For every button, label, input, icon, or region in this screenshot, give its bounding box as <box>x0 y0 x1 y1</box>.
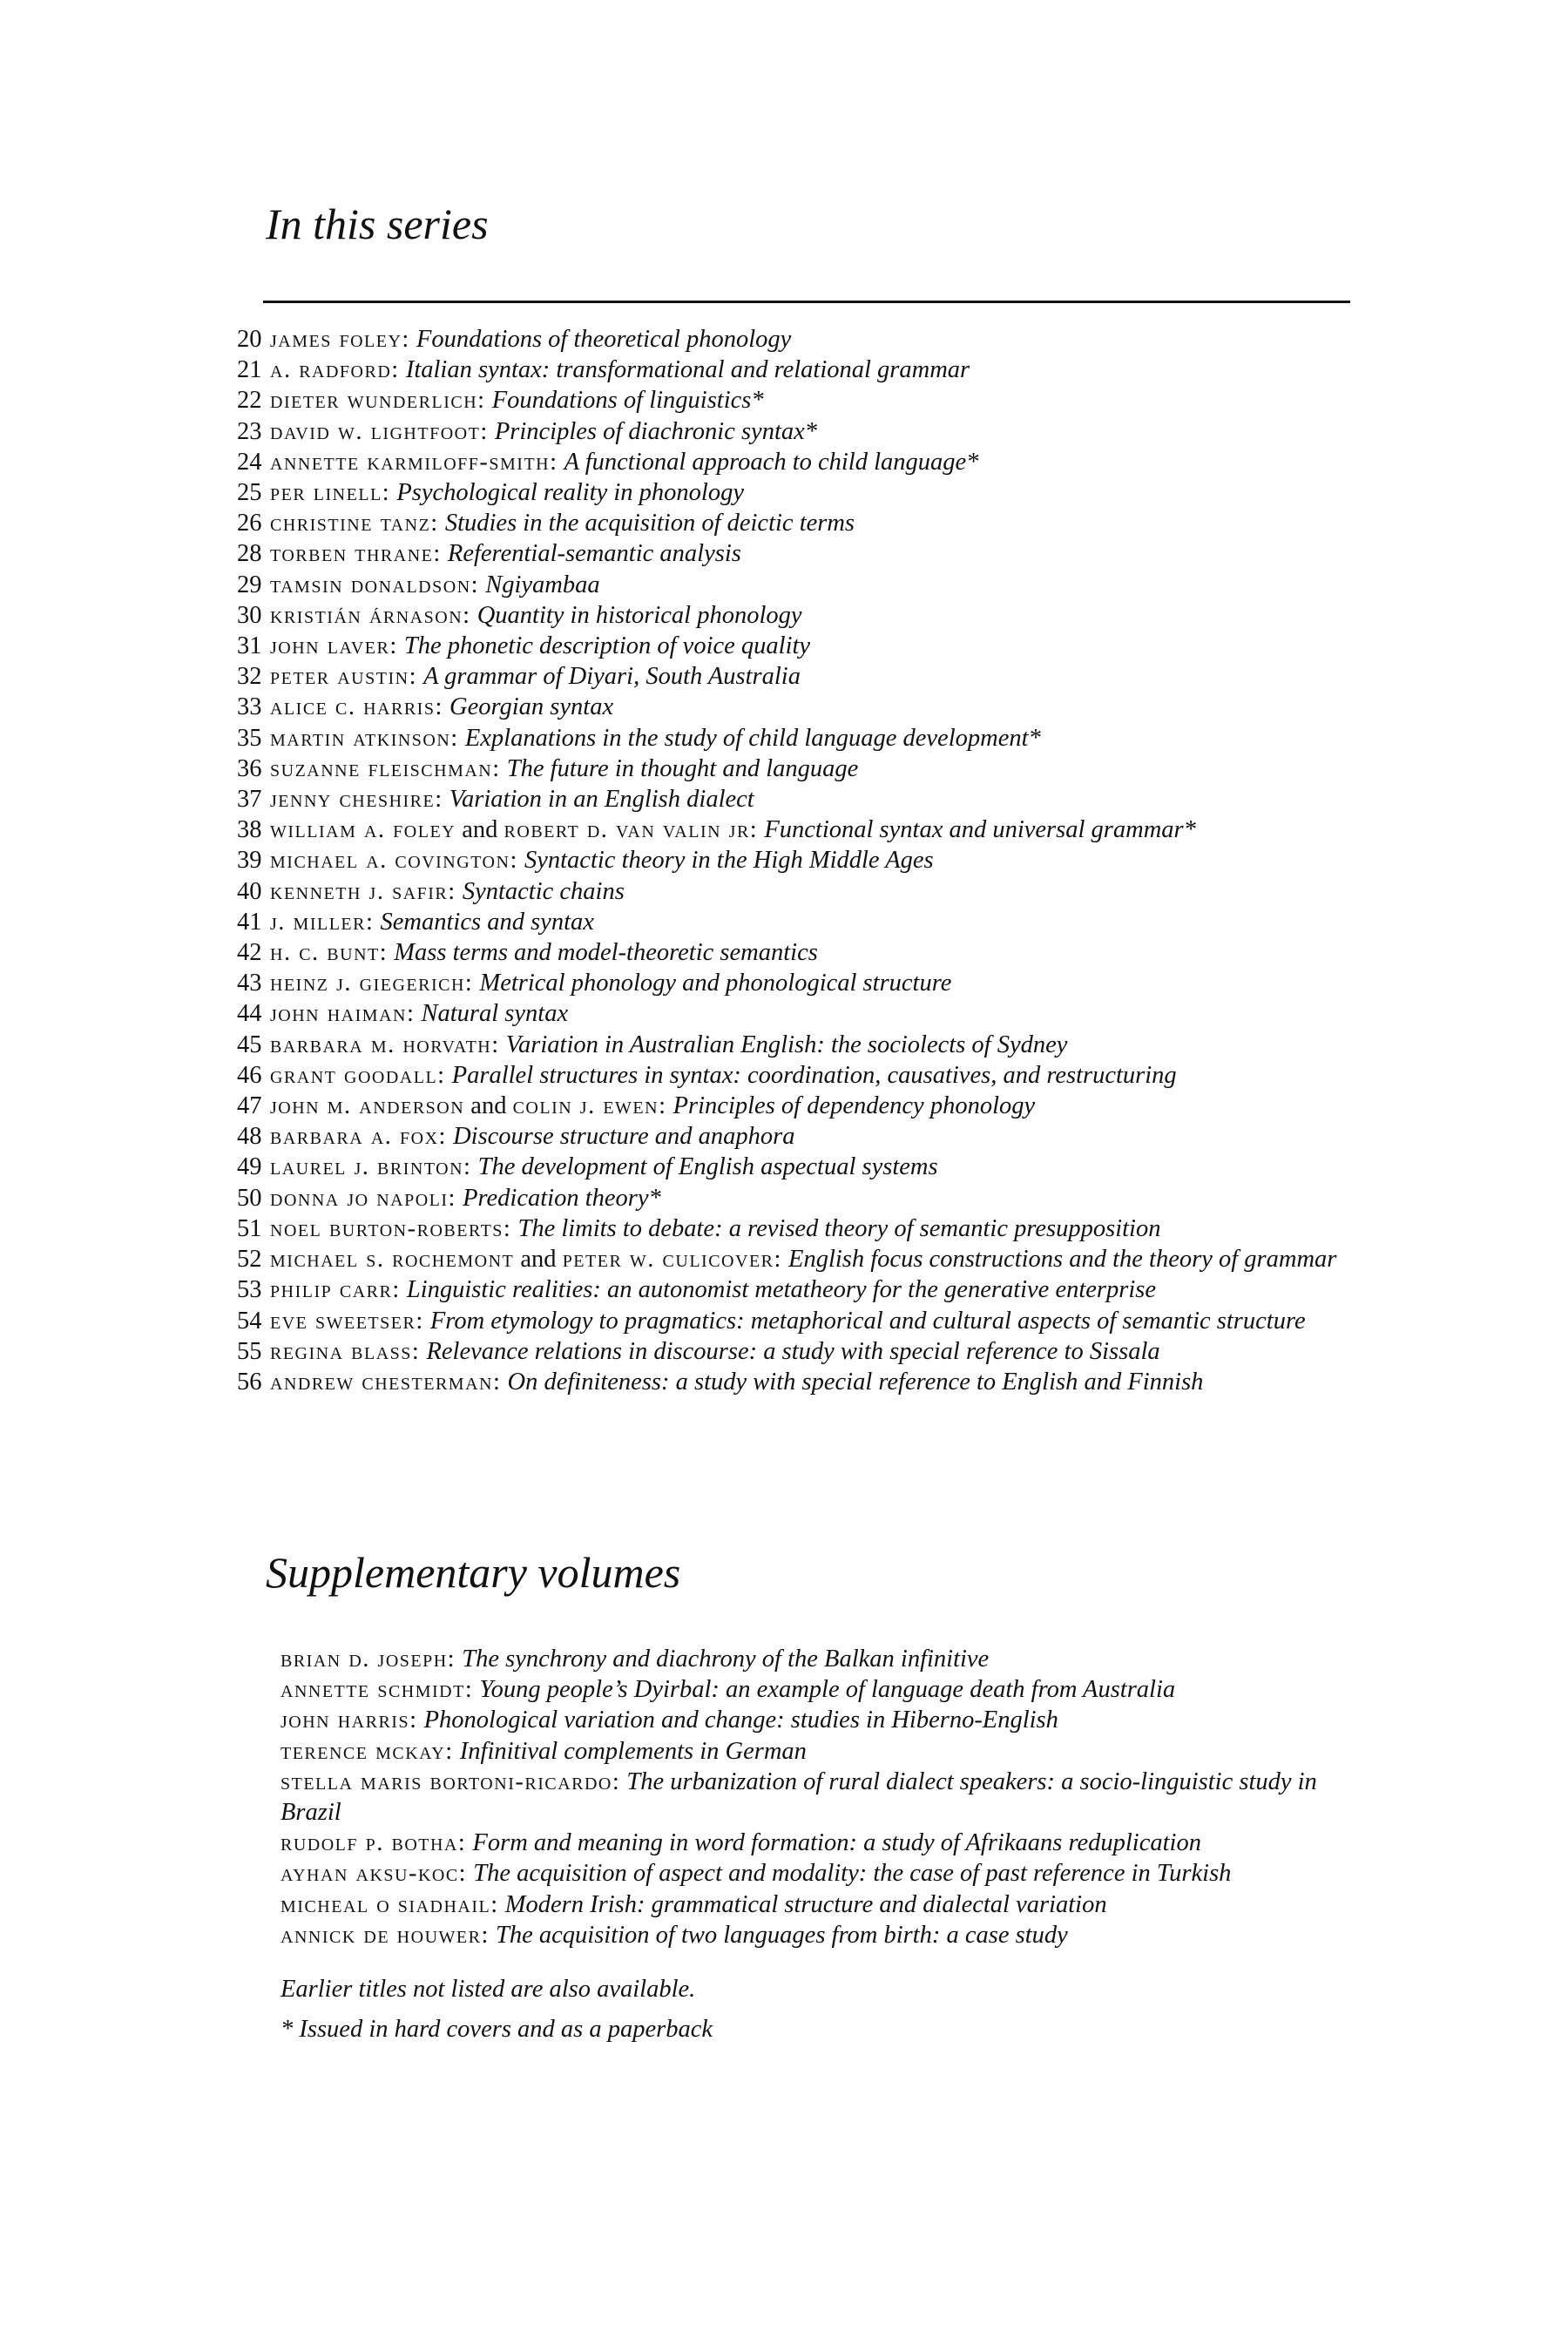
series-author-joiner: and <box>520 1246 557 1274</box>
series-author: barbara m. horvath: <box>270 1031 500 1058</box>
series-second-author: peter w. culicover: <box>562 1246 782 1274</box>
supplementary-entry <box>280 1767 1361 1828</box>
series-entry <box>237 845 1361 875</box>
series-entry <box>237 784 1361 814</box>
series-title: Georgian syntax <box>449 693 614 721</box>
supplementary-entry <box>280 1858 1361 1889</box>
supplementary-author: john harris: <box>280 1707 418 1734</box>
series-title: Semantics and syntax <box>380 908 594 936</box>
series-author: barbara a. fox: <box>270 1123 447 1151</box>
series-author: james foley: <box>270 326 410 353</box>
series-number: 35 <box>237 724 262 752</box>
series-number: 48 <box>237 1123 262 1151</box>
series-title: English focus constructions and the theory of grammar <box>788 1246 1337 1274</box>
series-author: h. c. bunt: <box>270 939 389 967</box>
series-title: The future in thought and language <box>506 754 859 782</box>
series-author: william a. foley <box>270 816 456 844</box>
series-second-author: colin j. ewen: <box>512 1092 667 1120</box>
supplementary-entry <box>280 1920 1361 1950</box>
supplementary-author: annick de houwer: <box>280 1921 490 1949</box>
series-title: Syntactic theory in the High Middle Ages <box>524 847 934 875</box>
series-number: 39 <box>237 847 262 875</box>
series-number: 41 <box>237 908 262 936</box>
series-entry <box>237 1274 1361 1305</box>
series-entry <box>237 447 1361 477</box>
supplementary-entry <box>280 1674 1361 1705</box>
series-heading: In this series <box>266 199 489 248</box>
supplementary-author: rudolf p. botha: <box>280 1829 467 1857</box>
supplementary-title: The acquisition of two languages from birth: a case study <box>496 1921 1068 1949</box>
series-entry <box>237 1213 1361 1244</box>
series-author: tamsin donaldson: <box>270 571 480 598</box>
supplementary-entry <box>280 1889 1361 1920</box>
supplementary-list <box>280 1644 1361 1950</box>
supplementary-title: Young people’s Dyirbal: an example of language death from Australia <box>479 1676 1176 1704</box>
supplementary-title: Form and meaning in word formation: a study of Afrikaans reduplication <box>472 1829 1201 1857</box>
supplementary-author: micheal o siadhail: <box>280 1890 499 1918</box>
series-author-joiner: and <box>462 816 498 844</box>
series-number: 31 <box>237 632 262 660</box>
series-entry <box>237 1060 1361 1091</box>
series-author: donna jo napoli: <box>270 1184 456 1212</box>
series-title: Metrical phonology and phonological structure <box>479 970 952 997</box>
series-title: Syntactic chains <box>462 877 625 905</box>
series-title: Variation in Australian English: the sociolects of Sydney <box>505 1031 1068 1058</box>
series-number: 49 <box>237 1153 262 1181</box>
series-title: The phonetic description of voice quality <box>403 632 811 660</box>
series-title: Relevance relations in discourse: a study with special reference to Sissala <box>426 1337 1160 1365</box>
series-author: eve sweetser: <box>270 1307 424 1335</box>
series-author: kristián árnason: <box>270 601 471 629</box>
series-entry <box>237 968 1361 998</box>
supplementary-author: terence mckay: <box>280 1737 454 1765</box>
supplementary-title: The synchrony and diachrony of the Balkan infinitive <box>462 1646 990 1673</box>
series-entry <box>237 600 1361 631</box>
series-title: A grammar of Diyari, South Australia <box>423 663 801 691</box>
series-number: 40 <box>237 877 262 905</box>
series-title: From etymology to pragmatics: metaphorical and cultural aspects of semantic structure <box>429 1307 1306 1335</box>
series-number: 26 <box>237 510 262 537</box>
series-title: The limits to debate: a revised theory of semantic presupposition <box>517 1214 1161 1242</box>
series-number: 44 <box>237 1000 262 1028</box>
series-title: Discourse structure and anaphora <box>453 1123 795 1151</box>
series-entry <box>237 631 1361 661</box>
series-number: 52 <box>237 1246 262 1274</box>
series-title: Mass terms and model-theoretic semantics <box>394 939 818 967</box>
series-number: 29 <box>237 571 262 598</box>
series-number: 56 <box>237 1368 262 1396</box>
series-author: dieter wunderlich: <box>270 387 486 415</box>
series-entry <box>237 1244 1361 1274</box>
series-number: 24 <box>237 448 262 476</box>
series-author: torben thrane: <box>270 540 442 568</box>
series-title: Natural syntax <box>421 1000 569 1028</box>
series-author: martin atkinson: <box>270 724 459 752</box>
heading-rule <box>263 301 1350 303</box>
series-author: andrew chesterman: <box>270 1368 502 1396</box>
series-entry <box>237 508 1361 538</box>
series-author: noel burton-roberts: <box>270 1214 512 1242</box>
series-author: peter austin: <box>270 663 417 691</box>
series-entry <box>237 814 1361 845</box>
supplementary-author: ayhan aksu-koc: <box>280 1860 468 1888</box>
supplementary-entry <box>280 1644 1361 1674</box>
series-title: A functional approach to child language* <box>564 448 979 476</box>
series-title: Explanations in the study of child language development* <box>464 724 1041 752</box>
series-author: john laver: <box>270 632 398 660</box>
series-title: The development of English aspectual systems <box>477 1153 938 1181</box>
series-title: Linguistic realities: an autonomist metatheory for the generative enterprise <box>406 1276 1157 1304</box>
series-entry <box>237 1091 1361 1121</box>
series-author: a. radford: <box>270 356 400 384</box>
supplementary-entry <box>280 1828 1361 1858</box>
series-number: 37 <box>237 786 262 814</box>
series-number: 33 <box>237 693 262 721</box>
series-entry <box>237 661 1361 692</box>
series-author: laurel j. brinton: <box>270 1153 472 1181</box>
series-entry <box>237 937 1361 968</box>
series-list <box>237 324 1361 1397</box>
supplementary-title: Modern Irish: grammatical structure and dialectal variation <box>504 1890 1107 1918</box>
supplementary-author: brian d. joseph: <box>280 1646 456 1673</box>
series-title: Studies in the acquisition of deictic terms <box>444 510 855 537</box>
series-entry <box>237 477 1361 508</box>
supplementary-author: stella maris bortoni-ricardo: <box>280 1767 621 1795</box>
series-title: Foundations of theoretical phonology <box>416 326 792 353</box>
series-entry <box>237 998 1361 1029</box>
series-title: Predication theory* <box>463 1184 661 1212</box>
series-number: 21 <box>237 356 262 384</box>
series-title: Psychological reality in phonology <box>396 479 744 507</box>
series-author: j. miller: <box>270 908 375 936</box>
series-number: 47 <box>237 1092 262 1120</box>
series-title: Functional syntax and universal grammar* <box>764 816 1196 844</box>
supplementary-title: Infinitival complements in German <box>459 1737 807 1765</box>
series-number: 54 <box>237 1307 262 1335</box>
series-title: Italian syntax: transformational and relational grammar <box>405 356 970 384</box>
series-number: 45 <box>237 1031 262 1058</box>
series-author: philip carr: <box>270 1276 401 1304</box>
series-number: 42 <box>237 939 262 967</box>
series-entry <box>237 692 1361 722</box>
series-entry <box>237 1306 1361 1336</box>
supplementary-entry <box>280 1705 1361 1735</box>
series-title: Principles of diachronic syntax* <box>494 417 818 445</box>
supplementary-title: The urbanization of rural dialect speakers: a socio-linguistic study in Brazil <box>280 1767 1317 1827</box>
series-author: michael s. rochemont <box>270 1246 515 1274</box>
series-author: jenny cheshire: <box>270 786 443 814</box>
series-number: 25 <box>237 479 262 507</box>
series-author: david w. lightfoot: <box>270 417 489 445</box>
series-author: grant goodall: <box>270 1061 446 1089</box>
series-number: 38 <box>237 816 262 844</box>
series-number: 30 <box>237 601 262 629</box>
hardcover-note: * Issued in hard covers and as a paperback <box>280 2016 713 2043</box>
series-entry <box>237 385 1361 416</box>
series-title: Ngiyambaa <box>485 571 600 598</box>
series-author: john haiman: <box>270 1000 416 1028</box>
series-entry <box>237 570 1361 600</box>
series-number: 22 <box>237 387 262 415</box>
series-author: kenneth j. safir: <box>270 877 456 905</box>
series-number: 36 <box>237 754 262 782</box>
series-entry <box>237 1121 1361 1152</box>
series-number: 43 <box>237 970 262 997</box>
series-author: christine tanz: <box>270 510 439 537</box>
series-entry <box>237 754 1361 784</box>
supplementary-author: annette schmidt: <box>280 1676 474 1704</box>
series-number: 50 <box>237 1184 262 1212</box>
series-number: 55 <box>237 1337 262 1365</box>
supplementary-heading: Supplementary volumes <box>266 1548 681 1597</box>
series-author-joiner: and <box>470 1092 507 1120</box>
series-number: 51 <box>237 1214 262 1242</box>
series-number: 28 <box>237 540 262 568</box>
series-author: john m. anderson <box>270 1092 465 1120</box>
series-title: Referential-semantic analysis <box>447 540 741 568</box>
series-number: 46 <box>237 1061 262 1089</box>
series-author: annette karmiloff-smith: <box>270 448 558 476</box>
series-entry <box>237 324 1361 355</box>
series-title: Foundations of linguistics* <box>491 387 764 415</box>
series-entry <box>237 907 1361 937</box>
supplementary-title: Phonological variation and change: studies in Hiberno-English <box>423 1707 1058 1734</box>
series-author: per linell: <box>270 479 391 507</box>
series-author: suzanne fleischman: <box>270 754 501 782</box>
series-entry <box>237 876 1361 907</box>
supplementary-title: The acquisition of aspect and modality: the case of past reference in Turkish <box>473 1860 1232 1888</box>
series-entry <box>237 1152 1361 1182</box>
earlier-titles-note: Earlier titles not listed are also available. <box>280 1976 696 2003</box>
series-title: Variation in an English dialect <box>449 786 754 814</box>
series-title: Parallel structures in syntax: coordination, causatives, and restructuring <box>451 1061 1177 1089</box>
series-author: alice c. harris: <box>270 693 443 721</box>
series-author: regina blass: <box>270 1337 421 1365</box>
series-title: Quantity in historical phonology <box>476 601 802 629</box>
series-entry <box>237 723 1361 754</box>
series-entry <box>237 1336 1361 1367</box>
series-title: On definiteness: a study with special reference to English and Finnish <box>507 1368 1204 1396</box>
series-number: 53 <box>237 1276 262 1304</box>
series-number: 32 <box>237 663 262 691</box>
series-title: Principles of dependency phonology <box>672 1092 1036 1120</box>
series-entry <box>237 1183 1361 1213</box>
series-number: 23 <box>237 417 262 445</box>
series-entry <box>237 355 1361 385</box>
series-entry <box>237 1030 1361 1060</box>
series-entry <box>237 1367 1361 1397</box>
series-author: michael a. covington: <box>270 847 518 875</box>
series-entry <box>237 538 1361 569</box>
series-second-author: robert d. van valin jr: <box>504 816 759 844</box>
series-entry <box>237 416 1361 447</box>
supplementary-entry <box>280 1736 1361 1767</box>
series-number: 20 <box>237 326 262 353</box>
series-author: heinz j. giegerich: <box>270 970 474 997</box>
